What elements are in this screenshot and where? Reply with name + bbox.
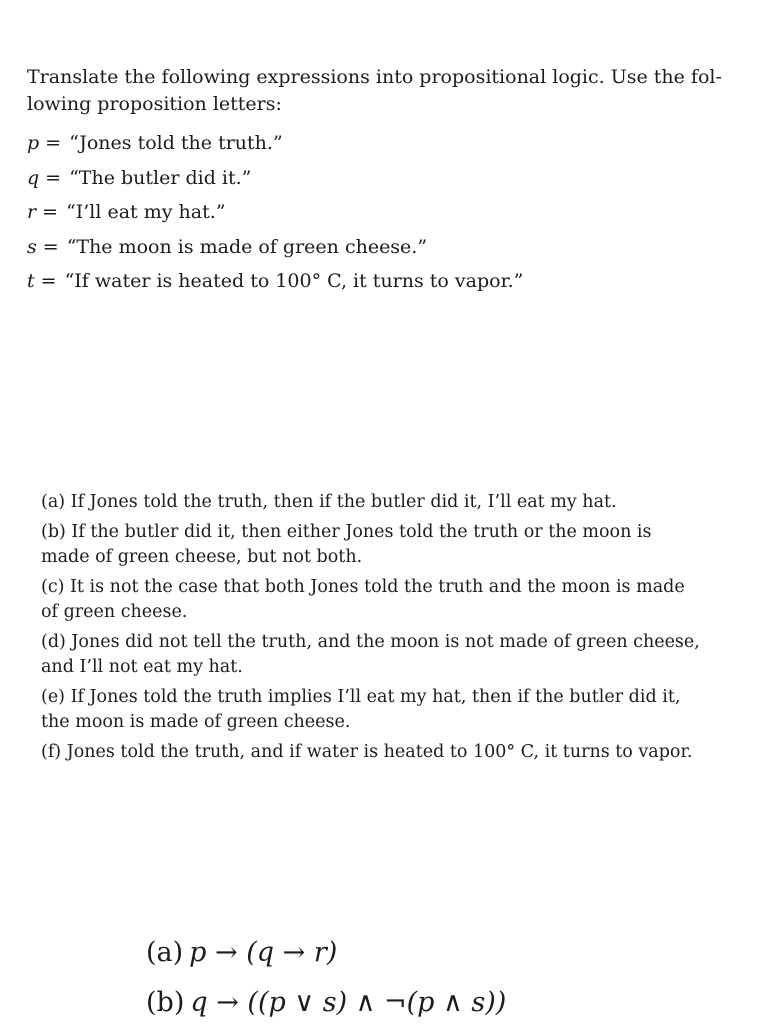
exercise-item-a bbox=[41, 490, 691, 515]
exercise-list bbox=[41, 490, 700, 770]
proposition-definitions bbox=[27, 126, 717, 299]
proposition-letter: p bbox=[27, 132, 40, 154]
proposition-letter: t bbox=[27, 270, 35, 292]
definition-t: t = “If water is heated to 100° C, it turns to vapor.” bbox=[27, 270, 524, 292]
proposition-text: “Jones told the truth.” bbox=[69, 132, 283, 154]
exercise-line: (d) Jones did not tell the truth, and the moon is not made of green cheese, bbox=[41, 632, 700, 652]
exercise-line: (c) It is not the case that both Jones told the truth and the moon is made bbox=[41, 577, 685, 597]
definition-s: s = “The moon is made of green cheese.” bbox=[27, 235, 428, 258]
answer-b bbox=[146, 978, 506, 1028]
exercise-line: and I’ll not eat my hat. bbox=[41, 657, 243, 677]
exercise-item-b bbox=[41, 520, 691, 570]
proposition-text: “If water is heated to 100° C, it turns to vapor.” bbox=[64, 270, 524, 292]
answer-label: (a) bbox=[146, 937, 184, 968]
instructions-paragraph bbox=[27, 64, 722, 118]
exercise-item-d bbox=[41, 630, 700, 680]
definition-p: p = “Jones told the truth.” bbox=[27, 132, 283, 154]
instructions-line: Translate the following expressions into propositional logic. Use the fol- bbox=[27, 66, 722, 88]
instructions-line: lowing proposition letters: bbox=[27, 93, 282, 115]
proposition-text: “The moon is made of green cheese.” bbox=[66, 235, 428, 258]
proposition-text: “I’ll eat my hat.” bbox=[66, 201, 226, 223]
exercise-line: (f) Jones told the truth, and if water is heated to 100° C, it turns to vapor. bbox=[41, 742, 693, 762]
answer-a bbox=[146, 928, 506, 978]
exercise-item-c bbox=[41, 575, 691, 625]
exercise-line: the moon is made of green cheese. bbox=[41, 712, 351, 732]
proposition-letter: r bbox=[27, 201, 37, 223]
exercise-line: (a) If Jones told the truth, then if the butler did it, I’ll eat my hat. bbox=[41, 492, 617, 512]
answer-formula: q → ((p ∨ s) ∧ ¬(p ∧ s)) bbox=[190, 987, 507, 1018]
definition-q: q = “The butler did it.” bbox=[27, 166, 252, 189]
answer-label: (b) bbox=[146, 987, 185, 1018]
answer-list bbox=[146, 928, 506, 1028]
exercise-line: (b) If the butler did it, then either Jones told the truth or the moon is bbox=[41, 522, 652, 542]
exercise-item-e bbox=[41, 685, 691, 735]
exercise-line: of green cheese. bbox=[41, 602, 188, 622]
proposition-letter: q bbox=[27, 166, 40, 189]
exercise-item-f bbox=[41, 740, 691, 765]
definition-r: r = “I’ll eat my hat.” bbox=[27, 201, 226, 223]
answer-formula: p → (q → r) bbox=[189, 937, 338, 968]
exercise-line: made of green cheese, but not both. bbox=[41, 547, 363, 567]
exercise-line: (e) If Jones told the truth implies I’ll eat my hat, then if the butler did it, bbox=[41, 687, 681, 707]
proposition-letter: s bbox=[27, 235, 37, 258]
proposition-text: “The butler did it.” bbox=[69, 166, 252, 189]
